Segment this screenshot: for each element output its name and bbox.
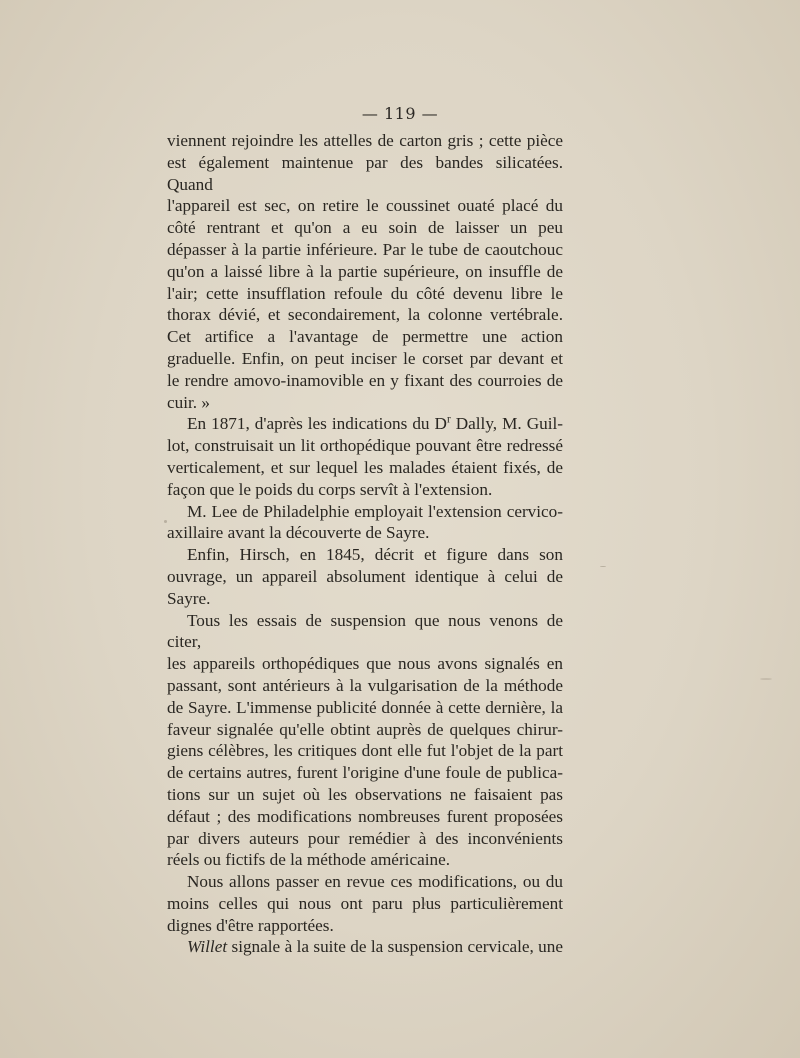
text-line [167, 936, 563, 958]
paper-speck [760, 678, 772, 680]
paragraph-7 [167, 936, 563, 958]
paragraph-5 [167, 610, 563, 872]
page-number: — 119 — [361, 104, 439, 123]
text-segment: signale à la suite de la suspension cervicale, une [227, 937, 563, 957]
text-line: viennent rejoindre les attelles de carton gris ; cette pièce [167, 131, 563, 150]
text-line: lot, construisait un lit orthopédique pouvant être redressé [167, 436, 563, 456]
text-line: cuir. » [167, 392, 210, 412]
text-line: graduelle. Enfin, on peut inciser le corset par devant et [167, 348, 563, 368]
paper-speck [424, 902, 426, 906]
text-line: moins celles qui nous ont paru plus particulièrement [167, 893, 563, 913]
text-line: l'appareil est sec, on retire le coussinet ouaté placé du [167, 196, 563, 216]
paragraph-2 [167, 413, 563, 500]
text-line: dignes d'être rapportées. [167, 915, 334, 935]
text-line: par divers auteurs pour remédier à des inconvénients [167, 828, 563, 848]
superscript: r [446, 413, 451, 426]
text-line: giens célèbres, les critiques dont elle fut l'objet de la part [167, 741, 563, 761]
text-line: thorax dévié, et secondairement, la colonne vertébrale. [167, 305, 563, 325]
text-line: Enfin, Hirsch, en 1845, décrit et figure dans son [187, 545, 563, 565]
text-line [167, 413, 563, 435]
author-name: Willet [187, 937, 228, 957]
text-line: passant, sont antérieurs à la vulgarisation de la méthode [167, 675, 563, 695]
text-line: faveur signalée qu'elle obtint auprès de quelques chirur- [167, 719, 563, 739]
paper-speck [600, 566, 606, 567]
text-line: dépasser à la partie inférieure. Par le tube de caoutchouc [167, 239, 563, 259]
text-segment: En 1871, d'après les indications du D [187, 414, 447, 434]
paragraph-6 [167, 871, 563, 936]
text-line: Nous allons passer en revue ces modifications, ou du [187, 872, 563, 892]
text-line: Sayre. [167, 588, 211, 608]
text-segment: Dally, M. Guil- [450, 414, 563, 434]
text-line: qu'on a laissé libre à la partie supérieure, on insuffle de [167, 261, 563, 281]
text-line: verticalement, et sur lequel les malades étaient fixés, de [167, 457, 563, 477]
text-line: réels ou fictifs de la méthode américaine. [167, 850, 450, 870]
text-line: tions sur un sujet où les observations ne faisaient pas [167, 784, 563, 804]
text-line: le rendre amovo-inamovible en y fixant des courroies de [167, 370, 563, 390]
text-line: défaut ; des modifications nombreuses furent proposées [167, 806, 563, 826]
text-line: côté rentrant et qu'on a eu soin de laisser un peu [167, 218, 563, 238]
paragraph-3 [167, 501, 563, 545]
text-line: est également maintenue par des bandes silicatées. Quand [167, 152, 563, 194]
text-line: axillaire avant la découverte de Sayre. [167, 523, 430, 543]
text-line: Tous les essais de suspension que nous venons de citer, [167, 610, 563, 652]
text-line: de certains autres, furent l'origine d'une foule de publica- [167, 763, 563, 783]
text-line: Cet artifice a l'avantage de permettre une action [167, 327, 563, 347]
paper-speck [164, 520, 167, 523]
text-line: de Sayre. L'immense publicité donnée à cette dernière, la [167, 697, 563, 717]
body-text [167, 130, 563, 958]
paragraph-4 [167, 544, 563, 609]
text-line: l'air; cette insufflation refoule du côté devenu libre le [167, 283, 563, 303]
text-line: façon que le poids du corps servît à l'extension. [167, 479, 493, 499]
text-line: M. Lee de Philadelphie employait l'extension cervico- [187, 501, 563, 521]
text-line: ouvrage, un appareil absolument identique à celui de [167, 566, 563, 586]
paragraph-1 [167, 130, 563, 413]
text-line: les appareils orthopédiques que nous avons signalés en [167, 654, 563, 674]
